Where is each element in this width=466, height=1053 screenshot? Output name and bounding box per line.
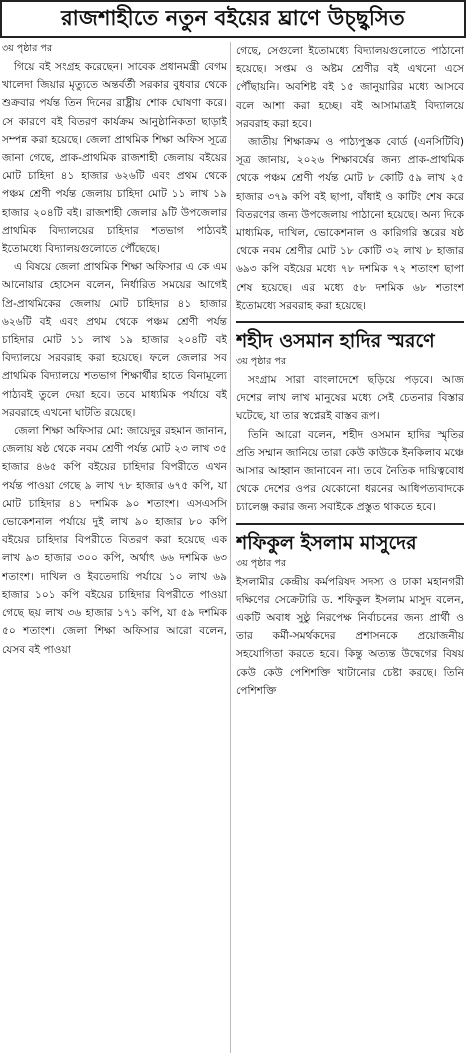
article-paragraph: জাতীয় শিক্ষাক্রম ও পাঠ্যপুস্তক বোর্ড (এনসিটিবি) সূত্র জানায়, ২০২৬ শিক্ষাবর্ষের জন্য প্রাক-প্রাথমিক থেকে পঞ্চম শ্রেণী পর্যন্ত মোট ৮ কোটি ৫৯ লাখ ২৫ হাজার ৩৭৯ কপি বই ছাপা, বাঁধাই ও কাটিং শেষ করে বিতরণের জন্য উপজেলায় পাঠানো হয়েছে। অন্য দিকে মাধ্যমিক, দাখিল, ভোকেশনাল ও কারিগরি স্তরের ষষ্ঠ থেকে নবম শ্রেণীর মোট ১৮ কোটি ৩২ লাখ ৮ হাজার ৬৯৩ কপি বইয়ের মধ্যে ৭৮ দশমিক ৭২ শতাংশ ছাপা শেষ হয়েছে। এর মধ্যে ৫৮ দশমিক ৬৮ শতাংশ ইতোমধ্যে সরবরাহ করা হয়েছে।	[236, 136, 464, 312]
right-column	[236, 42, 464, 1053]
section-heading-shafiqul-islam-masud: শফিকুল ইসলাম মাসুদের	[236, 523, 464, 557]
article-headline: রাজশাহীতে নতুন বইয়ের ঘ্রাণে উচ্ছ্বসিত	[0, 0, 466, 38]
column-divider	[230, 42, 231, 1053]
article-paragraph: জেলা শিক্ষা অফিসার মো: জায়েদুর রহমান জানান, জেলায় ষষ্ঠ থেকে নবম শ্রেণী পর্যন্ত মোট ২৩ লাখ ৩৫ হাজার ৪৬৫ কপি বইয়ের চাহিদার বিপরীতে এখন পর্যন্ত পাওয়া গেছে ৯ লাখ ৭৮ হাজার ৬৭৫ কপি, যা মোট চাহিদার ৪১ দশমিক ৯০ শতাংশ। এসএসসি ভোকেশনাল পর্যায়ে দুই লাখ ৯০ হাজার ৮০ কপি বইয়ের চাহিদার বিপরীতে বিতরণ করা হয়েছে এক লাখ ৯৩ হাজার ৩০০ কপি, অর্থাৎ ৬৬ দশমিক ৬৩ শতাংশ। দাখিল ও ইবতেদায়ি পর্যায়ে ১০ লাখ ৬৯ হাজার ১০১ কপি বইয়ের চাহিদার বিপরীতে পাওয়া গেছে ছয় লাখ ৩৬ হাজার ১৭১ কপি, যা ৫৯ দশমিক ৫০ শতাংশ। জেলা শিক্ষা অফিসার আরো বলেন, যেসব বই পাওয়া	[2, 425, 227, 656]
article-paragraph: গিয়ে বই সংগ্রহ করেছেন। সাবেক প্রধানমন্ত্রী বেগম খালেদা জিয়ার মৃত্যুতে অন্তর্বর্তী সরকার বুধবার থেকে শুক্রবার পর্যন্ত তিন দিনের রাষ্ট্রীয় শোক ঘোষণা করে। সে কারণে বই বিতরণ কার্যক্রম আনুষ্ঠানিকতা ছাড়াই সম্পন্ন করা হয়েছে। জেলা প্রাথমিক শিক্ষা অফিস সূত্রে জানা গেছে, প্রাক-প্রাথমিক রাজশাহী জেলায় বইয়ের মোট চাহিদা ৪১ হাজার ৬২৬টি এবং প্রথম থেকে পঞ্চম শ্রেণী পর্যন্ত জেলায় চাহিদা মোট ১১ লাখ ১৯ হাজার ২০৪টি বই। রাজশাহী জেলার ৯টি উপজেলার প্রাথমিক বিদ্যালয়ের চাহিদার শতভাগ পাঠ্যবই ইতোমধ্যে বিদ্যালয়গুলোতে পৌঁছেছে।	[2, 61, 227, 256]
continuation-byline: ৩য় পৃষ্ঠার পর	[2, 43, 53, 54]
continuation-byline: ৩য় পৃষ্ঠার পর	[236, 557, 287, 569]
article-paragraph: সংগ্রাম সারা বাংলাদেশে ছড়িয়ে পড়বে। আজ দেশের লাখ লাখ মানুষের মধ্যে সেই চেতনার বিস্তার ঘটেছে, যা তার স্বপ্নেরই বাস্তব রূপ।	[236, 374, 464, 423]
article-paragraph: এ বিষয়ে জেলা প্রাথমিক শিক্ষা অফিসার এ কে এম আনোয়ার হোসেন বলেন, নির্ধারিত সময়ের আগেই প্রি-প্রাথমিকের জেলায় মোট চাহিদার ৪১ হাজার ৬২৬টি বই এবং প্রথম থেকে পঞ্চম শ্রেণী পর্যন্ত চাহিদার মোট ১১ লাখ ১৯ হাজার ২০৪টি বই বিদ্যালয়ে সরবরাহ করা হয়েছে। ফলে জেলার সব প্রাথমিক বিদ্যালয়ে শতভাগ শিক্ষার্থীর হাতে বিনামূল্যে পাঠ্যবই তুলে দেয়া হবে। তবে মাধ্যমিক পর্যায়ে বই সরবরাহে এখনো ঘাটতি রয়েছে।	[2, 261, 227, 419]
continuation-byline: ৩য় পৃষ্ঠার পর	[236, 356, 287, 368]
article-paragraph: তিনি আরো বলেন, শহীদ ওসমান হাদির স্মৃতির প্রতি সম্মান জানিয়ে তারা কেউ কাউকে ইনকিলাব মঞ্চে আসার আহ্বান জানাবেন না। তবে নৈতিক দায়িত্ববোধ থেকে দেশের ওপর যেকোনো ধরনের আধিপত্যবাদকে চ্যালেঞ্জ করার জন্য সবাইকে প্রস্তুত থাকতে হবে।	[236, 428, 464, 514]
left-column	[2, 42, 227, 1053]
article-paragraph: গেছে, সেগুলো ইতোমধ্যে বিদ্যালয়গুলোতে পাঠানো হয়েছে। সপ্তম ও অষ্টম শ্রেণীর বই এখনো এসে পৌঁছায়নি। অবশিষ্ট বই ১৫ জানুয়ারির মধ্যে আসবে বলে আশা করা হচ্ছে। বই আসামাত্রই বিদ্যালয়ে সরবরাহ করা হবে।	[236, 45, 464, 130]
section-heading-osman-hadi: শহীদ ওসমান হাদির স্মরণে	[236, 321, 464, 355]
article-paragraph: ইসলামীর কেন্দ্রীয় কর্মপরিষদ সদস্য ও ঢাকা মহানগরী দক্ষিণের সেক্রেটারি ড. শফিকুল ইসলাম মাসুদ বলেন, একটি অবাধ সুষ্ঠু নিরপেক্ষ নির্বাচনের জন্য প্রার্থী ও তার কর্মী-সমর্থকদের প্রশাসনকে প্রয়োজনীয় সহযোগিতা করতে হবে। কিন্তু অত্যন্ত উদ্বেগের বিষয় কেউ কেউ পেশিশক্তি খাটানোর চেষ্টা করছে। তিনি পেশিশক্তি	[236, 575, 464, 697]
